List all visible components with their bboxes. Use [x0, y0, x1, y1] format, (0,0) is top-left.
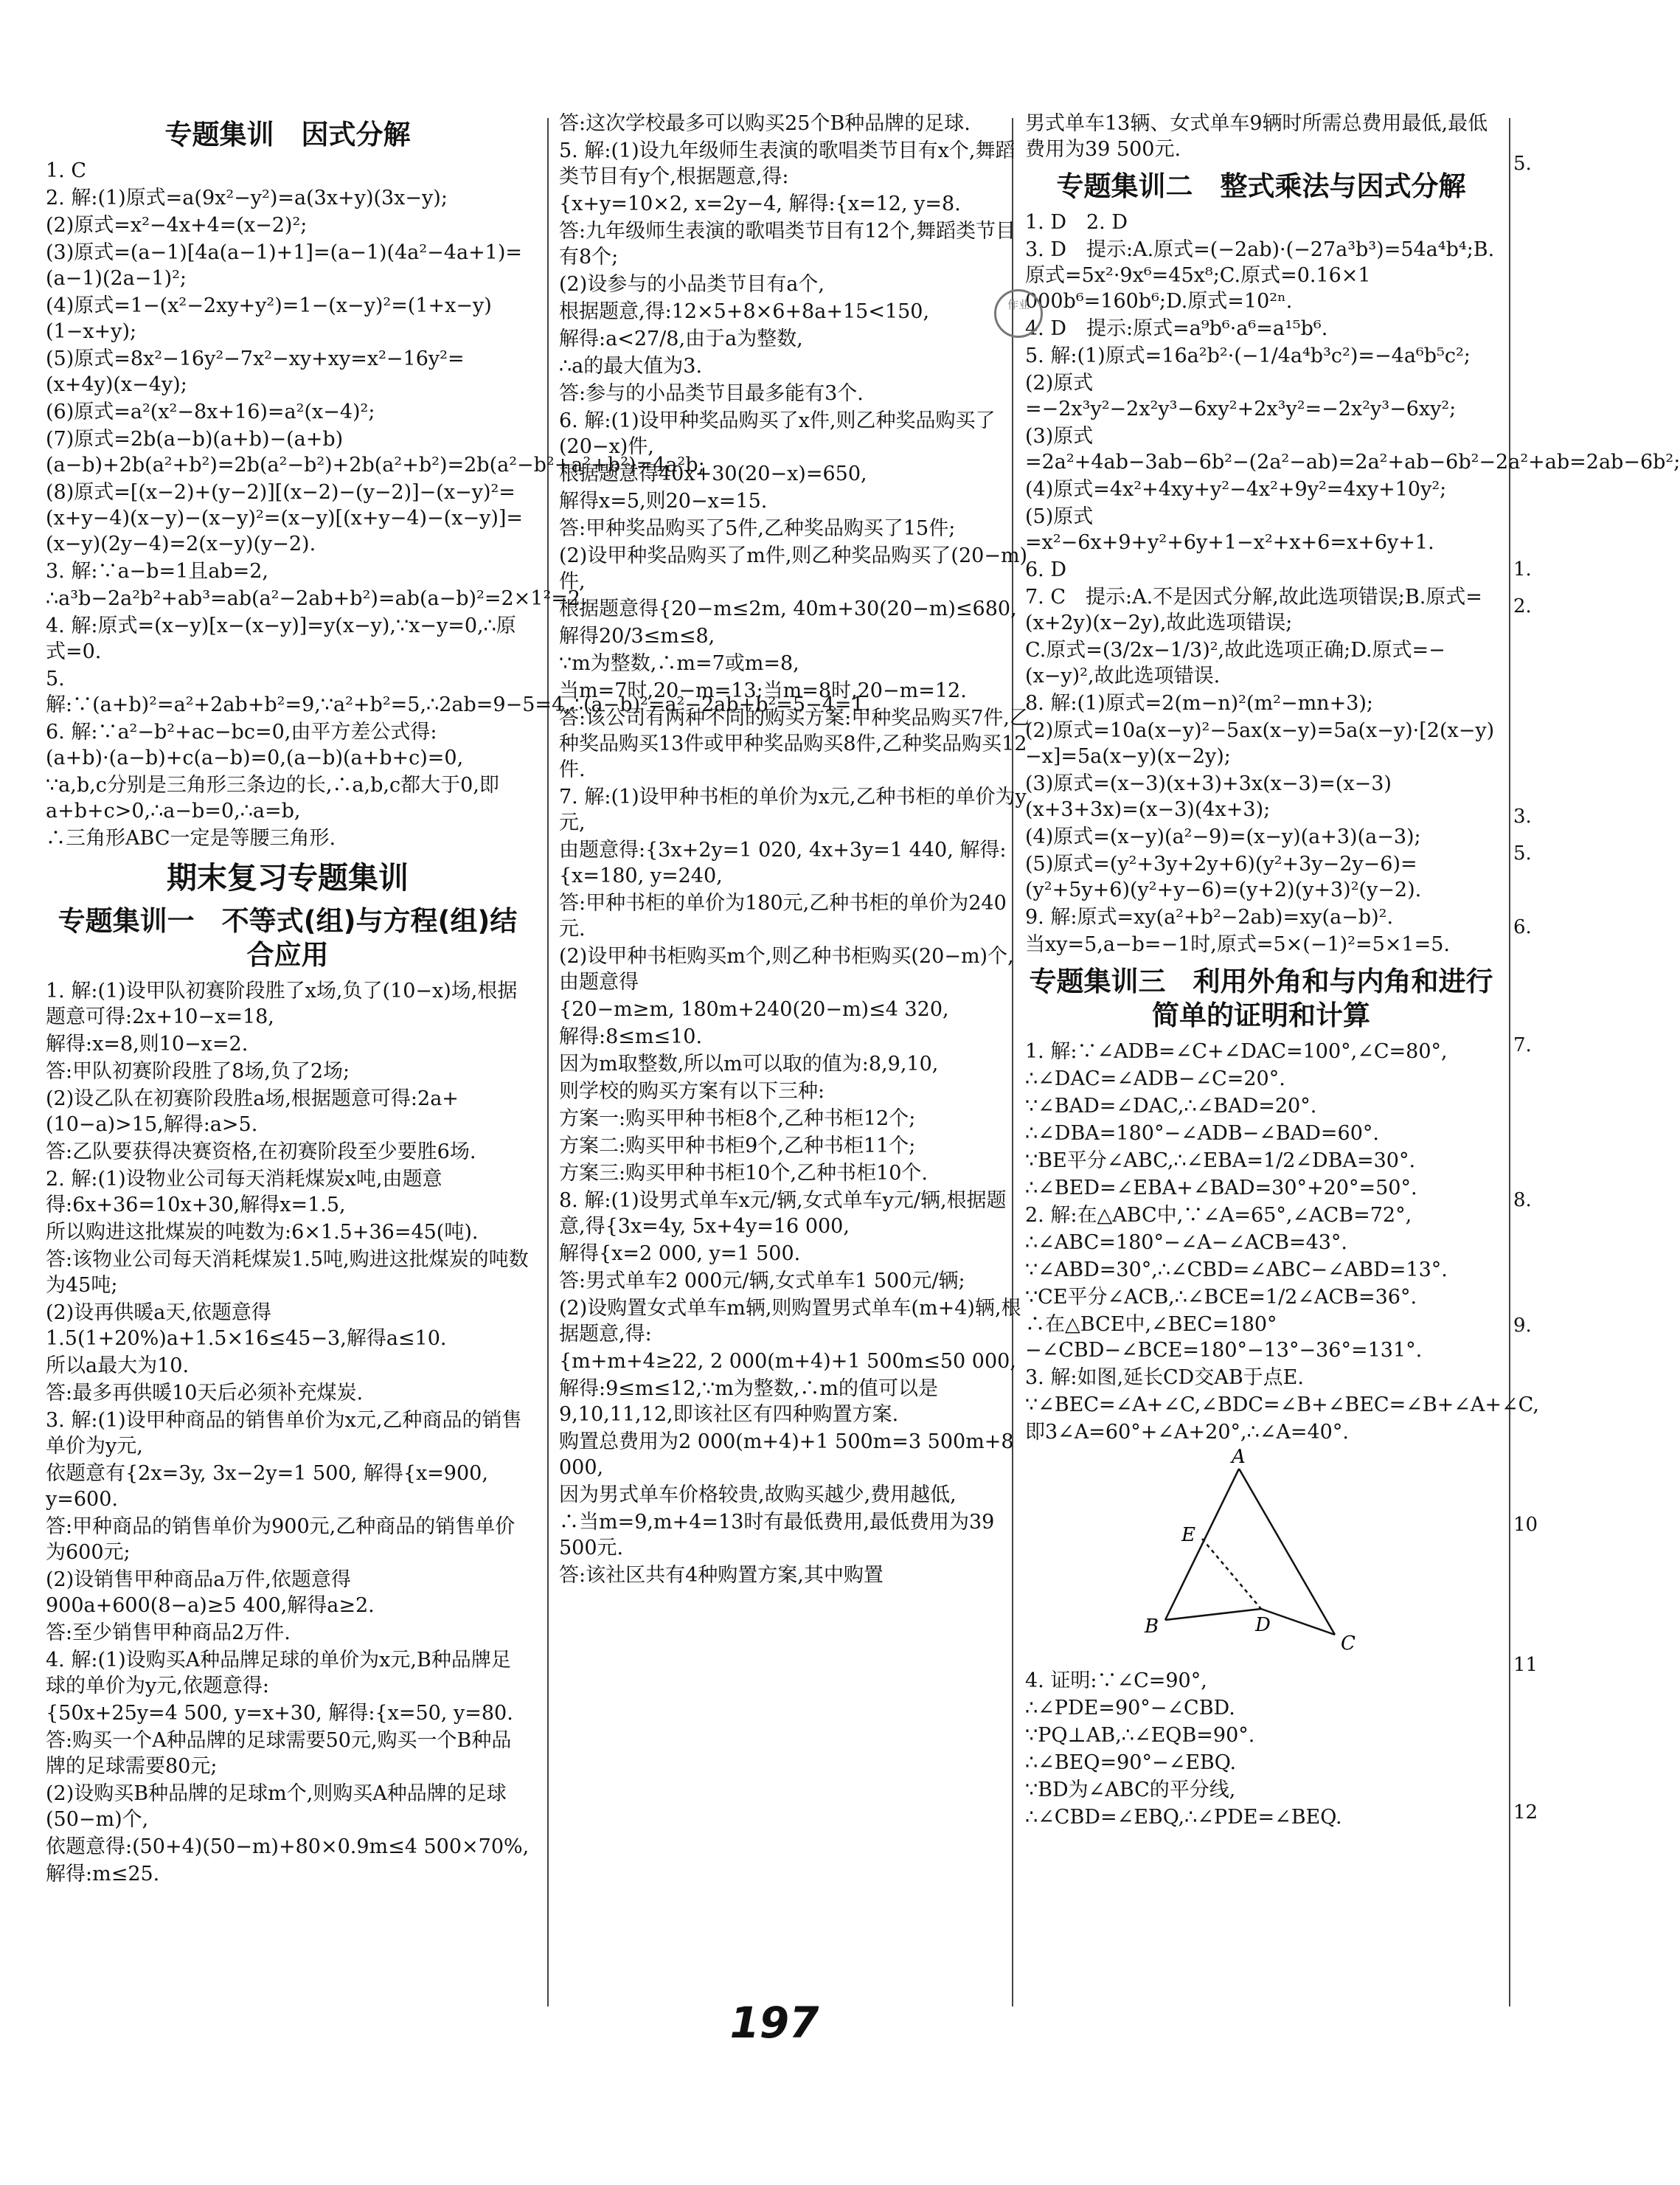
answer-line: 答:至少销售甲种商品2万件. — [46, 1621, 291, 1644]
answer-line: {x+y=10×2, x=2y−4, 解得:{x=12, y=8. — [559, 193, 961, 215]
answer-line: (3)原式=(a−1)[4a(a−1)+1]=(a−1)(4a²−4a+1)=(a−1)(2a−1)²; — [46, 241, 523, 290]
answer-line: 8. 解:(1)设男式单车x元/辆,女式单车y元/辆,根据题意,得{3x=4y, 5x+4y=16 000, — [559, 1189, 1007, 1238]
segment-bd — [1165, 1609, 1261, 1620]
answer-line: 4. 解:原式=(x−y)[x−(x−y)]=y(x−y),∵x−y=0,∴原式=0. — [46, 614, 516, 663]
answer-column-2 — [559, 111, 1031, 1590]
answer-line: (3)原式=2a²+4ab−3ab−6b²−(2a²−ab)=2a²+ab−6b²−2a²+ab=2ab−6b²; — [1025, 425, 1680, 474]
segment-ed-dashed — [1202, 1539, 1261, 1609]
vertex-label-d: D — [1255, 1614, 1271, 1636]
answer-line: 答:甲种书柜的单价为180元,乙种书柜的单价为240元. — [559, 892, 1007, 941]
segment-ab — [1165, 1469, 1239, 1620]
answer-line: 6. 解:∵a²−b²+ac−bc=0,由平方差公式得:(a+b)·(a−b)+c(a−b)=0,(a−b)(a+b+c)=0, — [46, 721, 464, 769]
section-title: 专题集训三 利用外角和与内角和进行简单的证明和计算 — [1029, 966, 1493, 1031]
answer-line: 4. 证明:∵∠C=90°, — [1025, 1669, 1207, 1692]
edge-number: 7. — [1513, 1034, 1532, 1056]
answer-line: 答:购买一个A种品牌的足球需要50元,购买一个B种品牌的足球需要80元; — [46, 1729, 512, 1778]
answer-line: ∴三角形ABC一定是等腰三角形. — [46, 827, 336, 850]
vertex-label-b: B — [1145, 1616, 1159, 1638]
section-title: 专题集训一 不等式(组)与方程(组)结合应用 — [58, 905, 518, 971]
answer-line: ∴∠BED=∠EBA+∠BAD=30°+20°=50°. — [1025, 1177, 1417, 1199]
edge-number: 1. — [1513, 558, 1532, 581]
answer-line: 1. 解:(1)设甲队初赛阶段胜了x场,负了(10−x)场,根据题意可得:2x+10−x=18, — [46, 980, 518, 1028]
answer-line: 方案一:购买甲种书柜8个,乙种书柜12个; — [559, 1107, 916, 1130]
answer-line: 1. D 2. D — [1025, 211, 1128, 234]
answer-line: 当xy=5,a−b=−1时,原式=5×(−1)²=5×1=5. — [1025, 933, 1450, 956]
answer-line: 1. 解:∵∠ADB=∠C+∠DAC=100°,∠C=80°, — [1025, 1040, 1448, 1063]
section-title: 专题集训 因式分解 — [164, 119, 411, 150]
answer-line: {50x+25y=4 500, y=x+30, 解得:{x=50, y=80. — [46, 1702, 513, 1725]
edge-number: 8. — [1513, 1189, 1532, 1211]
answer-line: ∵∠BAD=∠DAC,∴∠BAD=20°. — [1025, 1095, 1317, 1118]
answer-line: 当m=7时,20−m=13;当m=8时,20−m=12. — [559, 679, 967, 702]
answer-line: (4)原式=4x²+4xy+y²−4x²+9y²=4xy+10y²; — [1025, 478, 1447, 501]
answer-line: 1. C — [46, 159, 87, 182]
answer-line: 3. 解:(1)设甲种商品的销售单价为x元,乙种商品的销售单价为y元, — [46, 1409, 522, 1458]
answer-line: ∵BD为∠ABC的平分线, — [1025, 1779, 1236, 1801]
answer-line: (2)设乙队在初赛阶段胜a场,根据题意可得:2a+(10−a)>15,解得:a>5. — [46, 1087, 459, 1136]
edge-number: 3. — [1513, 806, 1532, 828]
answer-line: (2)设再供暖a天,依题意得1.5(1+20%)a+1.5×16≤45−3,解得a≤10. — [46, 1301, 447, 1350]
answer-line: 3. D 提示:A.原式=(−2ab)·(−27a³b³)=54a⁴b⁴;B.原式=5x²·9x⁶=45x⁸;C.原式=0.16×1 000b⁶=160b⁶;D.原式=10²ⁿ. — [1025, 238, 1495, 313]
answer-line: ∴∠PDE=90°−∠CBD. — [1025, 1697, 1235, 1720]
answer-line: (2)原式=x²−4x+4=(x−2)²; — [46, 214, 308, 237]
edge-number: 5. — [1513, 153, 1532, 175]
answer-line: (2)设甲种书柜购买m个,则乙种书柜购买(20−m)个,由题意得 — [559, 945, 1014, 994]
answer-line: 7. C 提示:A.不是因式分解,故此选项错误;B.原式=(x+2y)(x−2y),故此选项错误; — [1025, 586, 1482, 634]
vertex-label-c: C — [1341, 1632, 1356, 1655]
edge-number: 9. — [1513, 1315, 1532, 1337]
answer-line: 答:该社区共有4种购置方案,其中购置 — [559, 1564, 884, 1587]
answer-line: 答:甲种商品的销售单价为900元,乙种商品的销售单价为600元; — [46, 1515, 516, 1564]
answer-line: 因为男式单车价格较贵,故购买越少,费用越低, — [559, 1483, 957, 1506]
answer-line: C.原式=(3/2x−1/3)²,故此选项正确;D.原式=−(x−y)²,故此选项错误. — [1025, 639, 1445, 688]
answer-line: (6)原式=a²(x²−8x+16)=a²(x−4)²; — [46, 401, 375, 423]
answer-line: 答:男式单车2 000元/辆,女式单车1 500元/辆; — [559, 1270, 965, 1292]
answer-line: 则学校的购买方案有以下三种: — [559, 1080, 825, 1103]
answer-line: 解得:8≤m≤10. — [559, 1025, 703, 1048]
answer-line: 解得:a<27/8,由于a为整数, — [559, 328, 803, 350]
answer-line: 3. 解:如图,延长CD交AB于点E. — [1025, 1366, 1304, 1389]
answer-line: 答:九年级师生表演的歌唱类节目有12个,舞蹈类节目有8个; — [559, 220, 1016, 269]
answer-line: 2. 解:(1)原式=a(9x²−y²)=a(3x+y)(3x−y); — [46, 187, 448, 210]
answer-line: 答:乙队要获得决赛资格,在初赛阶段至少要胜6场. — [46, 1140, 476, 1163]
answer-line: (2)设销售甲种商品a万件,依题意得900a+600(8−a)≥5 400,解得a≥2. — [46, 1568, 375, 1617]
answer-line: 3. 解:∵a−b=1且ab=2, — [46, 560, 269, 583]
answer-line: 答:该公司有两种不同的购买方案:甲种奖品购买7件,乙种奖品购买13件或甲种奖品购买8件,乙种奖品购买12件. — [559, 707, 1030, 781]
answer-line: 答:甲队初赛阶段胜了8场,负了2场; — [46, 1060, 350, 1083]
edge-number: 2. — [1513, 595, 1532, 617]
answer-line: ∴a的最大值为3. — [559, 355, 703, 378]
column-divider-1 — [547, 118, 549, 2006]
answer-line: 购置总费用为2 000(m+4)+1 500m=3 500m+8 000, — [559, 1430, 1014, 1479]
answer-line: ∴∠ABC=180°−∠A−∠ACB=43°. — [1025, 1231, 1348, 1254]
answer-line: 根据题意得{20−m≤2m, 40m+30(20−m)≤680, — [559, 598, 1017, 620]
answer-line: ∵m为整数,∴m=7或m=8, — [559, 652, 799, 675]
answer-line: 依题意得:(50+4)(50−m)+80×0.9m≤4 500×70%, — [46, 1835, 530, 1858]
answer-line: ∴∠CBD=∠EBQ,∴∠PDE=∠BEQ. — [1025, 1806, 1342, 1829]
answer-line: 答:甲种奖品购买了5件,乙种奖品购买了15件; — [559, 517, 956, 540]
answer-line: 答:该物业公司每天消耗煤炭1.5吨,购进这批煤炭的吨数为45吨; — [46, 1248, 529, 1297]
answer-line: ∵∠ABD=30°,∴∠CBD=∠ABC−∠ABD=13°. — [1025, 1258, 1448, 1281]
answer-line: 因为m取整数,所以m可以取的值为:8,9,10, — [559, 1053, 939, 1076]
edge-number: 11 — [1513, 1654, 1538, 1676]
answer-line: 4. D 提示:原式=a⁹b⁶·a⁶=a¹⁵b⁶. — [1025, 317, 1328, 340]
answer-line: 2. 解:在△ABC中,∵∠A=65°,∠ACB=72°, — [1025, 1204, 1412, 1227]
answer-line: 所以购进这批煤炭的吨数为:6×1.5+36=45(吨). — [46, 1221, 479, 1244]
answer-line: {20−m≥m, 180m+240(20−m)≤4 320, — [559, 998, 949, 1021]
answer-line: 答:这次学校最多可以购买25个B种品牌的足球. — [559, 112, 971, 135]
answer-line: 根据题意,得:12×5+8×6+8a+15<150, — [559, 300, 930, 323]
segment-dc — [1261, 1609, 1335, 1635]
answer-line: 解得:x=8,则10−x=2. — [46, 1033, 249, 1056]
answer-line: (4)原式=(x−y)(a²−9)=(x−y)(a+3)(a−3); — [1025, 825, 1421, 848]
answer-line: 8. 解:(1)原式=2(m−n)²(m²−mn+3); — [1025, 692, 1373, 715]
answer-line: 答:参与的小品类节目最多能有3个. — [559, 382, 864, 405]
answer-line: ∴当m=9,m+4=13时有最低费用,最低费用为39 500元. — [559, 1511, 995, 1559]
answer-line: ∵∠BEC=∠A+∠C,∠BDC=∠B+∠BEC=∠B+∠A+∠C, — [1025, 1393, 1539, 1416]
answer-line: 所以a最大为10. — [46, 1354, 190, 1377]
answer-line: (3)原式=(x−3)(x+3)+3x(x−3)=(x−3)(x+3+3x)=(x−3)(4x+3); — [1025, 772, 1392, 821]
answer-line: 方案三:购买甲种书柜10个,乙种书柜10个. — [559, 1162, 928, 1185]
answer-line: ∵BE平分∠ABC,∴∠EBA=1/2∠DBA=30°. — [1025, 1149, 1416, 1172]
answer-line: 6. D — [1025, 558, 1066, 581]
section-title: 专题集训二 整式乘法与因式分解 — [1056, 170, 1466, 202]
section-title: 期末复习专题集训 — [167, 860, 409, 896]
answer-line: 由题意得:{3x+2y=1 020, 4x+3y=1 440, 解得:{x=180, y=240, — [559, 839, 1007, 887]
answer-line: (7)原式=2b(a−b)(a+b)−(a+b)(a−b)+2b(a²+b²)=2b(a²−b²)+2b(a²+b²)=2b(a²−b²+a²+b²)=4a²b; — [46, 428, 705, 477]
answer-line: 解得:m≤25. — [46, 1863, 160, 1886]
triangle-figure — [1025, 1447, 1497, 1668]
answer-line: 5. 解:(1)设九年级师生表演的歌唱类节目有x个,舞蹈类节目有y个,根据题意,得: — [559, 139, 1016, 188]
answer-line: {m+m+4≥22, 2 000(m+4)+1 500m≤50 000, — [559, 1350, 1016, 1373]
answer-line: (2)设购买B种品牌的足球m个,则购买A种品牌的足球(50−m)个, — [46, 1782, 507, 1831]
answer-line: 答:最多再供暖10天后必须补充煤炭. — [46, 1382, 364, 1405]
edge-number: 6. — [1513, 916, 1532, 938]
column-divider-3 — [1509, 118, 1510, 2006]
answer-line: 5. 解:∵(a+b)²=a²+2ab+b²=9,∵a²+b²=5,∴2ab=9−5=4,∴(a−b)²=a²−2ab+b²=5−4=1. — [46, 668, 871, 716]
page-number: 197 — [729, 1998, 819, 2048]
answer-line: (2)设甲种奖品购买了m件,则乙种奖品购买了(20−m)件, — [559, 544, 1028, 593]
answer-line: 解得x=5,则20−x=15. — [559, 490, 768, 513]
answer-line: (5)原式=(y²+3y+2y+6)(y²+3y−2y−6)=(y²+5y+6)(y²+y−6)=(y+2)(y+3)²(y−2). — [1025, 853, 1422, 901]
vertex-label-a: A — [1232, 1446, 1246, 1468]
answer-line: ∴在△BCE中,∠BEC=180°−∠CBD−∠BCE=180°−13°−36°=131°. — [1025, 1313, 1423, 1362]
answer-line: ∵PQ⊥AB,∴∠EQB=90°. — [1025, 1724, 1255, 1747]
homework-stamp: 作业 — [994, 289, 1043, 338]
answer-line: 解得20/3≤m≤8, — [559, 625, 715, 648]
answer-line: (2)原式=10a(x−y)²−5ax(x−y)=5a(x−y)·[2(x−y)−x]=5a(x−y)(x−2y); — [1025, 719, 1495, 768]
answer-line: ∵CE平分∠ACB,∴∠BCE=1/2∠ACB=36°. — [1025, 1286, 1417, 1309]
answer-line: 6. 解:(1)设甲种奖品购买了x件,则乙种奖品购买了(20−x)件, — [559, 409, 996, 458]
answer-line: 男式单车13辆、女式单车9辆时所需总费用最低,最低费用为39 500元. — [1025, 112, 1488, 161]
answer-line: 9. 解:原式=xy(a²+b²−2ab)=xy(a−b)². — [1025, 906, 1394, 929]
answer-line: (5)原式=8x²−16y²−7x²−xy+xy=x²−16y²=(x+4y)(x−4y); — [46, 347, 465, 396]
answer-line: (2)原式=−2x³y²−2x²y³−6xy²+2x³y²=−2x²y³−6xy²; — [1025, 372, 1457, 420]
answer-line: (2)设参与的小品类节目有a个, — [559, 273, 825, 296]
answer-line: 即3∠A=60°+∠A+20°,∴∠A=40°. — [1025, 1421, 1349, 1444]
answer-line: (4)原式=1−(x²−2xy+y²)=1−(x−y)²=(1+x−y)(1−x+y); — [46, 294, 492, 343]
answer-line: 7. 解:(1)设甲种书柜的单价为x元,乙种书柜的单价为y元, — [559, 786, 1027, 834]
answer-line: 5. 解:(1)原式=16a²b²·(−1/4a⁴b³c²)=−4a⁶b⁵c²; — [1025, 344, 1471, 367]
answer-line: 解得:9≤m≤12,∵m为整数,∴m的值可以是9,10,11,12,即该社区有四种购置方案. — [559, 1377, 939, 1426]
answer-line: 2. 解:(1)设物业公司每天消耗煤炭x吨,由题意得:6x+36=10x+30,解得x=1.5, — [46, 1168, 442, 1216]
answer-line: ∴∠DBA=180°−∠ADB−∠BAD=60°. — [1025, 1122, 1379, 1145]
answer-line: 4. 解:(1)设购买A种品牌足球的单价为x元,B种品牌足球的单价为y元,依题意得: — [46, 1649, 511, 1697]
edge-number: 5. — [1513, 842, 1532, 865]
answer-line: 依题意有{2x=3y, 3x−2y=1 500, 解得{x=900, y=600. — [46, 1462, 488, 1511]
answer-line: ∵a,b,c分别是三角形三条边的长,∴a,b,c都大于0,即a+b+c>0,∴a−b=0,∴a=b, — [46, 774, 499, 823]
answer-line: (8)原式=[(x−2)+(y−2)][(x−2)−(y−2)]−(x−y)²=(x+y−4)(x−y)−(x−y)²=(x−y)[(x+y−4)−(x−y)]=(x−y)(2y−4)=2(x−y)(y−2). — [46, 481, 524, 555]
answer-line: 根据题意得40x+30(20−x)=650, — [559, 463, 867, 485]
answer-line: (5)原式=x²−6x+9+y²+6y+1−x²+x+6=x+6y+1. — [1025, 505, 1434, 554]
answer-line: 解得{x=2 000, y=1 500. — [559, 1242, 801, 1265]
edge-number: 10 — [1513, 1514, 1538, 1536]
edge-number: 12 — [1513, 1801, 1538, 1824]
answer-line: ∴∠BEQ=90°−∠EBQ. — [1025, 1751, 1237, 1774]
answer-line: ∴∠DAC=∠ADB−∠C=20°. — [1025, 1067, 1285, 1090]
vertex-label-e: E — [1181, 1524, 1195, 1546]
answer-line: ∴a³b−2a²b²+ab³=ab(a²−2ab+b²)=ab(a−b)²=2×1²=2. — [46, 587, 587, 610]
answer-line: 方案二:购买甲种书柜9个,乙种书柜11个; — [559, 1135, 916, 1157]
answer-line: (2)设购置女式单车m辆,则购置男式单车(m+4)辆,根据题意,得: — [559, 1297, 1021, 1346]
